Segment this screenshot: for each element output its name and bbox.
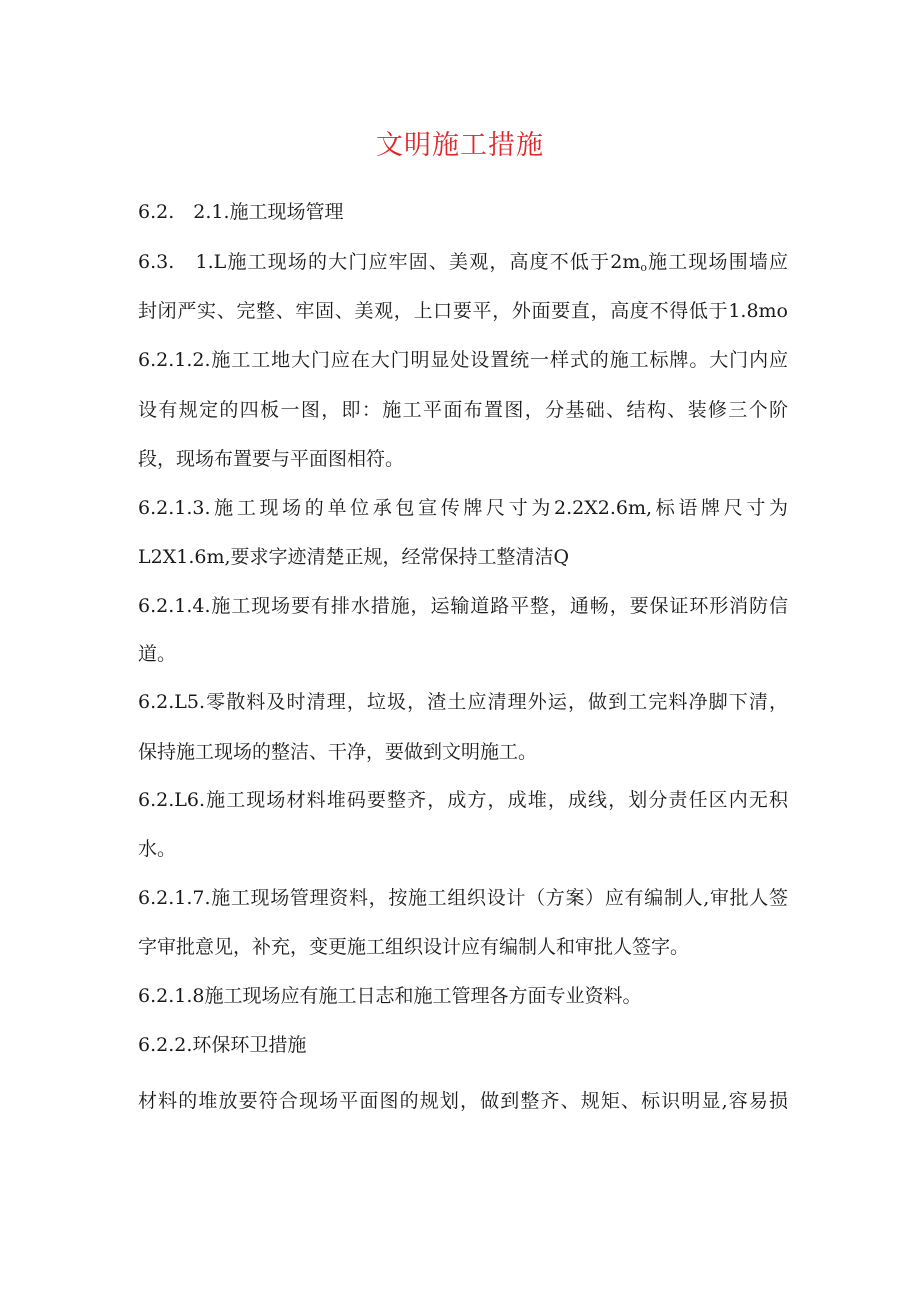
paragraph-line: 6.2.L5.零散料及时清理，垃圾，渣土应清理外运，做到工完料净脚下清， <box>138 691 788 713</box>
section-heading-site-management: 6.2. 2.1.施工现场管理 <box>138 201 344 223</box>
paragraph-line: 6.2.1.2.施工工地大门应在大门明显处设置统一样式的施工标牌。大门内应 <box>138 349 788 371</box>
paragraph-line: L2X1.6m,要求字迹清楚正规，经常保持工整清洁Q <box>138 546 570 568</box>
paragraph-line: 保持施工现场的整洁、干净，要做到文明施工。 <box>138 741 538 763</box>
paragraph-line: 材料的堆放要符合现场平面图的规划，做到整齐、规矩、标识明显,容易损 <box>138 1090 788 1112</box>
paragraph-line: 6.2.1.7.施工现场管理资料，按施工组织设计（方案）应有编制人,审批人签 <box>138 887 788 909</box>
paragraph-line: 道。 <box>138 643 177 665</box>
paragraph-line: 6.2.1.3.施工现场的单位承包宣传牌尺寸为2.2X2.6m,标语牌尺寸为 <box>138 497 788 519</box>
paragraph-line: 6.2.1.8施工现场应有施工日志和施工管理各方面专业资料。 <box>138 985 642 1007</box>
paragraph-line: 6.2.L6.施工现场材料堆码要整齐，成方，成堆，成线，划分责任区内无积 <box>138 789 788 811</box>
paragraph-line: 字审批意见，补充，变更施工组织设计应有编制人和审批人签字。 <box>138 936 690 958</box>
document-title: 文明施工措施 <box>376 130 544 161</box>
paragraph-line: 段，现场布置要与平面图相符。 <box>138 448 405 470</box>
subscript-char: o <box>640 261 647 274</box>
text-run: 6.3. 1.L施工现场的大门应牢固、美观，高度不低于2m <box>138 251 641 273</box>
paragraph-line: 封闭严实、完整、牢固、美观，上口要平，外面要直，高度不得低于1.8mo <box>138 300 788 322</box>
text-run: 施工现场围墙应 <box>646 251 788 273</box>
paragraph-line: 6.2.1.4.施工现场要有排水措施，运输道路平整，通畅，要保证环形消防信 <box>138 595 788 617</box>
section-heading-environment: 6.2.2.环保环卫措施 <box>138 1034 307 1056</box>
paragraph-line <box>138 248 788 282</box>
paragraph-line: 水。 <box>138 838 177 860</box>
paragraph-line: 设有规定的四板一图，即：施工平面布置图，分基础、结构、装修三个阶 <box>138 399 788 421</box>
